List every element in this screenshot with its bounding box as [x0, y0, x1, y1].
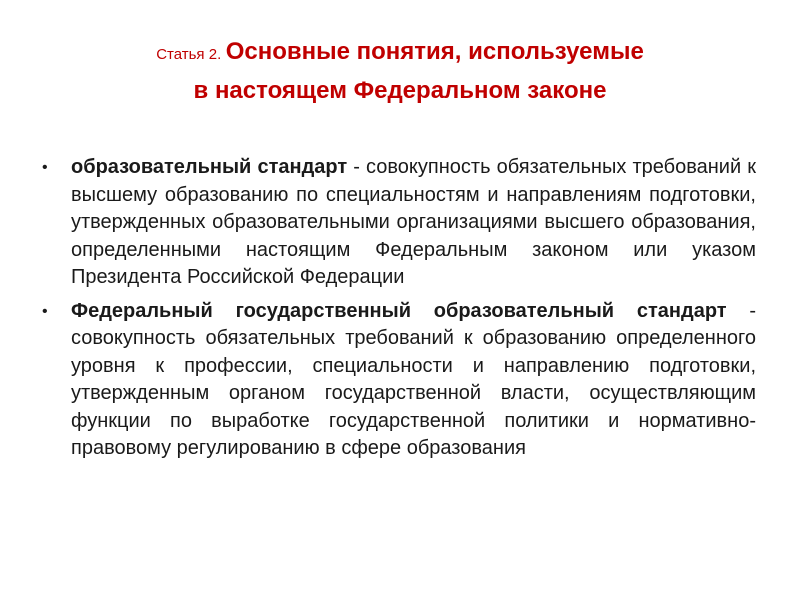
bullet-text: - совокупность обязательных требований к высшему образованию по специальностям и направлениям подготовки, утвержденных образовательными организациями высшего образования, определенными настоящим Федеральным законом или указом Президента Российской Федерации [71, 156, 756, 288]
bullet-text: - совокупность обязательных требований к образованию определенного уровня к профессии, специальности и направлению подготовки, утвержденным органом государственной власти, осуществляющим функции по выработке государственной политики и нормативно-правовому регулированию в сфере образования [71, 299, 756, 459]
title-line-2: в настоящем Федеральном законе [193, 77, 607, 104]
bullet-term: Федеральный государственный образовательный стандарт [71, 299, 727, 322]
slide-title [40, 34, 760, 109]
bullet-marker: • [42, 302, 48, 320]
title-prefix: Статья 2. [156, 46, 222, 63]
bullet-item-federal-standard [40, 298, 756, 463]
title-line-1: Основные понятия, используемые [225, 38, 644, 65]
bullet-list [40, 154, 756, 469]
bullet-marker: • [42, 159, 48, 176]
bullet-item-educational-standard [40, 154, 756, 292]
bullet-term: образовательный стандарт [71, 156, 348, 178]
